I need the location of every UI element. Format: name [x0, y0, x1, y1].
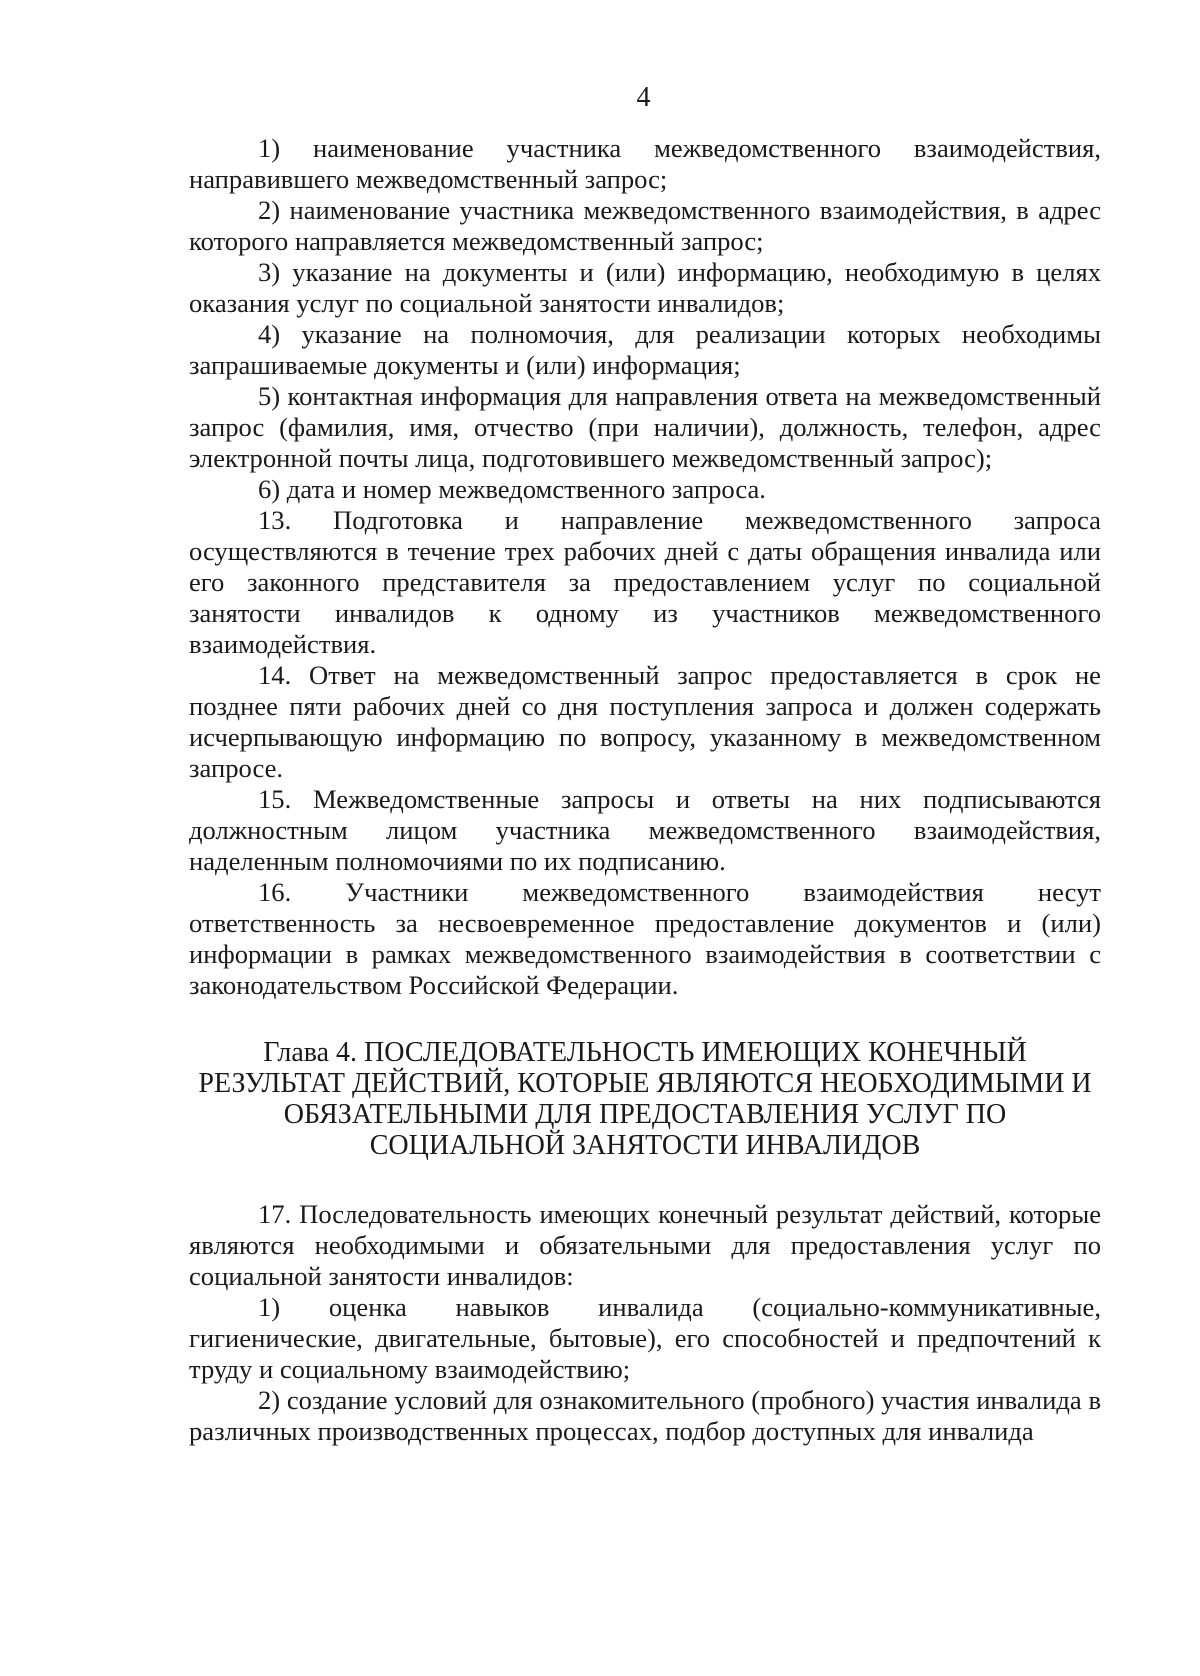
- chapter-heading: Глава 4. ПОСЛЕДОВАТЕЛЬНОСТЬ ИМЕЮЩИХ КОНЕЧНЫЙ РЕЗУЛЬТАТ ДЕЙСТВИЙ, КОТОРЫЕ ЯВЛЯЮТСЯ НЕОБХОДИМЫМИ И ОБЯЗАТЕЛЬНЫМИ ДЛЯ ПРЕДОСТАВЛЕНИЯ УСЛУГ ПО СОЦИАЛЬНОЙ ЗАНЯТОСТИ ИНВАЛИДОВ: [198, 1037, 1092, 1161]
- paragraph-item-4: 4) указание на полномочия, для реализации которых необходимы запрашиваемые документы и (или) информация;: [189, 319, 1101, 380]
- paragraph-item-5: 5) контактная информация для направления ответа на межведомственный запрос (фамилия, имя, отчество (при наличии), должность, телефон, адрес электронной почты лица, подготовившего межведомственный запрос);: [189, 381, 1101, 473]
- paragraph-15: 15. Межведомственные запросы и ответы на них подписываются должностным лицом участника межведомственного взаимодействия, наделенным полномочиями по их подписанию.: [189, 784, 1101, 876]
- paragraph-17-item-2: 2) создание условий для ознакомительного (пробного) участия инвалида в различных производственных процессах, подбор доступных для инвалида: [189, 1385, 1101, 1446]
- paragraph-item-3: 3) указание на документы и (или) информацию, необходимую в целях оказания услуг по социальной занятости инвалидов;: [189, 257, 1101, 318]
- paragraph-item-2: 2) наименование участника межведомственного взаимодействия, в адрес которого направляется межведомственный запрос;: [189, 195, 1101, 256]
- paragraph-13: 13. Подготовка и направление межведомственного запроса осуществляются в течение трех рабочих дней с даты обращения инвалида или его законного представителя за предоставлением услуг по социальной занятости инвалидов к одному из участников межведомственного взаимодействия.: [189, 505, 1101, 659]
- paragraph-17-item-1: 1) оценка навыков инвалида (социально-коммуникативные, гигиенические, двигательные, бытовые), его способностей и предпочтений к труду и социальному взаимодействию;: [189, 1292, 1101, 1384]
- paragraph-item-6: 6) дата и номер межведомственного запроса.: [258, 474, 766, 504]
- paragraph-item-1: 1) наименование участника межведомственного взаимодействия, направившего межведомственный запрос;: [189, 133, 1101, 194]
- page-number: 4: [636, 82, 651, 113]
- paragraph-14: 14. Ответ на межведомственный запрос предоставляется в срок не позднее пяти рабочих дней со дня поступления запроса и должен содержать исчерпывающую информацию по вопросу, указанному в межведомственном запросе.: [189, 660, 1101, 783]
- document-body: [189, 133, 1101, 1447]
- paragraph-16: 16. Участники межведомственного взаимодействия несут ответственность за несвоевременное предоставление документов и (или) информации в рамках межведомственного взаимодействия в соответствии с законодательством Российской Федерации.: [189, 877, 1101, 1000]
- paragraph-17: 17. Последовательность имеющих конечный результат действий, которые являются необходимыми и обязательными для предоставления услуг по социальной занятости инвалидов:: [189, 1199, 1101, 1291]
